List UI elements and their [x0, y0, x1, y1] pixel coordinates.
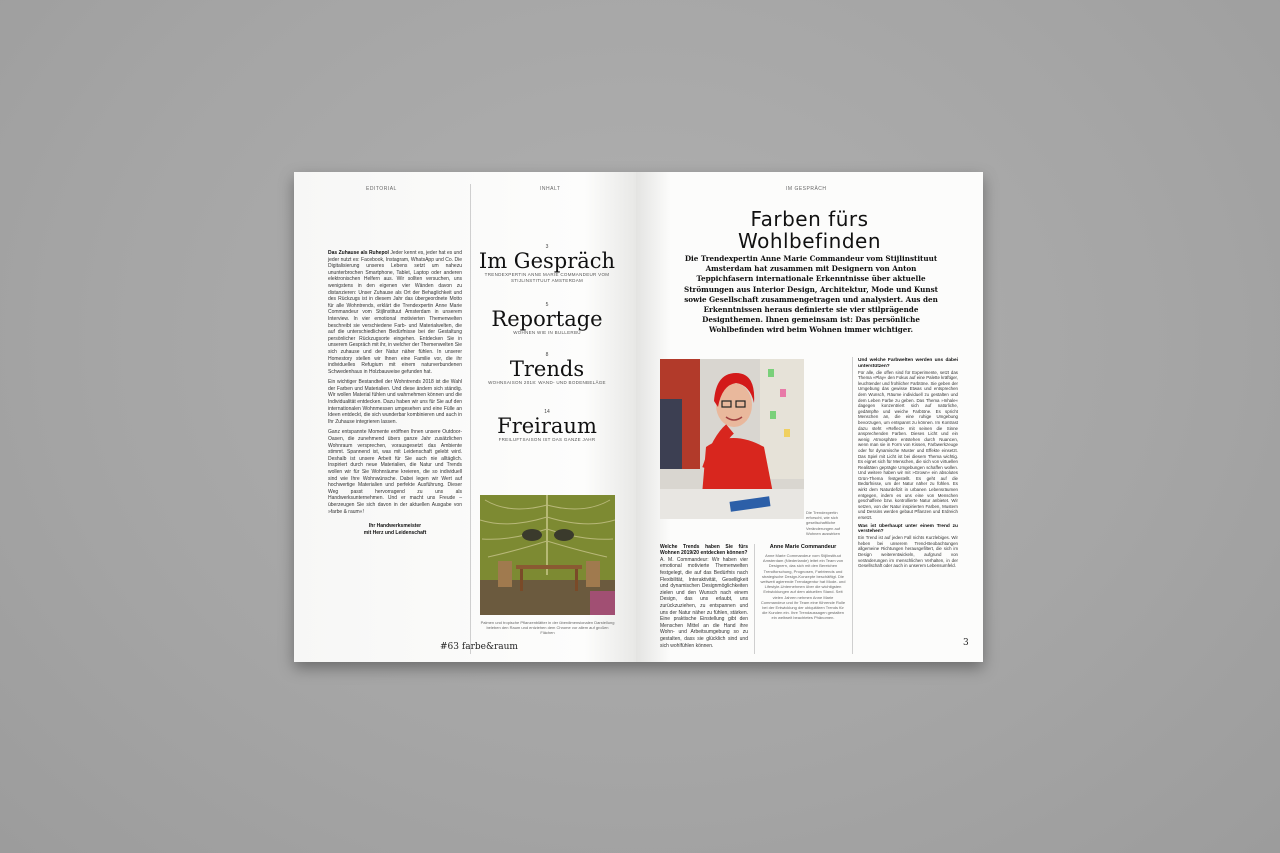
page-folio-right: 3 [963, 638, 969, 648]
bio-name: Anne Marie Commandeur [769, 544, 837, 550]
toc-page-number: 14 [544, 409, 550, 415]
magazine-masthead: farbe&raum [461, 642, 518, 652]
bio-text: Anne Marie Commandeur vom Stijlinstituut Amsterdam (Niederlande) leitet ein Team von Designern, das sich mit den Bereichen Trendforschung, Prognosen, Farbtrends und strategische Design-Konzepte beschäftigt. Die weltweit agierende Trendagentur hat Mode- und Lifestyle-Unternehmen über die wichtigsten Entwicklungen auf dem aktuellen Stand. Seit vielen Jahren nehmen Anne Marie Commandeur und ihr Team eine führende Rolle bei der Entwicklung der ubiquitären Trends für die Kunden ein. Ihre Trendaussagen gestalten ein weltweit beachtetes Phänomen. [760, 553, 846, 621]
headline-line-1: Farben fürs [750, 207, 869, 231]
toc-entry [472, 352, 622, 386]
article-headline [636, 208, 983, 252]
toc-page-number: 8 [545, 352, 549, 358]
answer-2: Für alle, die offen sind für Experimente, setzt das Thema »Play« den Fokus auf eine Palette kräftiger, leuchtender und frohlicher Farbtöne. Sie geben der Umgebung das gewisse Etwas und entsprechen dem Wunsch, Räume individuell zu gestalten und dem Leben Farbe zu geben. Das Thema »Inhale« dagegen konzentriert sich auf natürliche, gedämpfte und weiche Farbtöne. Es spricht Menschen an, die eine ruhige Umgebung bevorzugen, um entspannt zu können. Im Kontrast dazu steht »Reflect« mit seinen die Sinne ansprechenden Farben. Dieses Licht und ein wenig Atmosphäre entstehen durch Nuancen, wenn man sie in Form von Kissen, Farbwerkzeuge oder für dynamische Muster und Effekte einsetzt. Das Spiel mit Licht ist bei diesem Thema wichtig. Es eignet sich für Menschen, die sich von virtuellen Realitäten geprägte Umgebungen schaffen wollen. Und weitere haben wir mit »Grown« ein absolutes Grün-Thema festgestellt. Es geht auf die Bedürfnisse, um der Natur näher zu fühlen. Es wirkt dem Naturdefizit in urbanen Lebensräumen entgegen, indem es uns eine von Menschen geschaffene bzw. kontrollierte Natur anbietet. Wir setzen, von der Natur inspirierten Farben, Mustern und Dessins werden gebaut Pflanzen und Erdreich ersetzt. [858, 369, 958, 521]
toc-entry [472, 409, 622, 443]
interview-column-1 [660, 544, 748, 649]
editorial-paragraph-3: Ganz entspannte Momente eröffnen Ihnen unsere Outdoor-Oasen, die zunehmend übers ganze Jahr zusätzlichen Wohnraum versprechen, vorausgesetzt das Ambiente stimmt. Spannend ist, was mit Leidenschaft gelebt wird. Deshalb ist unsere Arbeit für Sie auch nie alltäglich. Inspiriert durch neue Materialien, die Natur und Trends wollen wir für Sie Wohnräume kreieren, die so individuell sind wie Ihre Wohnwünsche. Dabei legen wir Wert auf hochwertige Materialien und perfekte Ausführung. Dieser Weg passt hervorragend zu uns als Handwerksunternehmen. Und er macht uns Freude – überzeugen Sie sich davon in der aktuellen Ausgabe von »farbe & raum«! [328, 429, 462, 515]
editorial-text [328, 250, 462, 537]
magazine-spread [294, 172, 983, 662]
toc-subtitle: WOHNEN WIE IN BULLERBÜ [513, 330, 581, 335]
interview-column-3 [858, 358, 958, 569]
issue-number: #63 [440, 642, 459, 652]
toc-page-number: 3 [545, 244, 549, 250]
interior-photo [480, 495, 615, 615]
signature-line-2: mit Herz und Leidenschaft [363, 530, 427, 537]
question-1: Welche Trends haben Sie fürs Wohnen 2019/20 entdecken können? [660, 544, 748, 557]
column-divider [470, 184, 471, 654]
toc-title: Im Gespräch [478, 249, 616, 273]
running-head-editorial: EDITORIAL [366, 186, 397, 192]
toc-subtitle: TRENDEXPERTIN ANNE MARIE COMMANDEUR VOM STIJLINSTITUUT AMSTERDAM [484, 272, 610, 283]
toc-entry [472, 302, 622, 336]
toc-subtitle: FREILUFTSAISON IST DAS GANZE JAHR [498, 437, 596, 442]
answer-3: Ein Trend ist auf jeden Fall nichts Kurzlebiges. Wir heben bei unserem Trend-Beobachtungen allgemeine Richtungen herausgefiltert, die sich im Design weiterentwickeln, aufgrund von veränderungen im menschlichen Verhalten, in der Gesellschaft oder auch in unserem Lebensumfeld. [858, 535, 958, 569]
bio-box [760, 544, 846, 621]
toc-title: Reportage [491, 307, 603, 331]
portrait-photo [660, 359, 804, 519]
editorial-paragraph-1: Jeder kennt es, jeder hat es und jeder nutzt es: Facebook, Instagram, WhatsApp und Co. Die Digitalisierung unseres Lebens setzt um nahezu ununterbrochen Smartphone, Tablet, Laptop oder anderen elektronischen Helfern aus. Wir sollten versuchen, uns wenigstens in den eigenen vier Wänden davon zu distanzieren: Unser Zuhause als Ort der Behaglichkeit und des Rückzugs ist in diesem Jahr das übergeordnete Motto für alle Wohntrends, erklärt die Trendexpertin Anne Marie Commandeur vom Stijlinstituut Amsterdam in unserem Interview. In vier emotional motivierten Themenwelten beschreibt sie verschiedene Farb- und Materialwelten, die auf die unterschiedlichen Bedürfnisse bei der Gestaltung persönlicher Rückzugsorte eingehen. Entdecken Sie in unserem Gespräch mit ihr, in welcher der Themenwelten Sie sich zuhause und der Natur näher fühlen. In unserer Homestory stellen wir Ihnen eine Familie vor, die ihr individuelles Refugium mit einem naturverbundenen Schwedenhaus in Holzbauweise gefunden hat. [328, 250, 462, 375]
toc-subtitle: WOHNSAISON 2018: WAND- UND BODENBELÄGE [488, 380, 606, 385]
answer-1: A. M. Commandeur: Wir haben vier emotional motivierte Themenwelten festgelegt, die auf das Bedürfnis nach Flexibilität, Interaktivität, Geselligkeit und dynamischen Designmöglichkeiten zielen und den Wunsch nach einem Design, das uns erlaubt, uns zurückzuziehen, zu entspannen und uns der Natur näher zu fühlen, stärken. Eine praktische Einstellung gibt den Menschen Mittel an die Hand ihre Wohn- und Arbeitsumgebung so zu gestalten, dass sie glücklich sind und sich wohlfühlen können. [660, 556, 748, 649]
portrait-caption: Die Trendexpertin erforscht, wie sich gesellschaftliche Veränderungen auf Wohnen auswirken [806, 510, 841, 536]
photo-caption: Palmen und tropische Pflanzenblätter in der überdimensionalen Darstellung beleben den Raum und entziehen dem Chrome vor allem auf großen Flächen [480, 620, 615, 636]
left-page [294, 172, 636, 662]
question-3: Was ist überhaupt unter einem Trend zu verstehen? [858, 523, 958, 535]
article-lead: Die Trendexpertin Anne Marie Commandeur vom Stijlinstituut Amsterdam hat zusammen mit Designern von Anton Teppichfasern internationale Erkenntnisse über aktuelle Strömungen aus Interior Design, Architektur, Mode und Kunst sowie Gesellschaft zusammengetragen und analysiert. Aus den Erkenntnissen heraus definierte sie vier stilprägende Designthemen. Ihnen gemeinsam ist: Das persönliche Wohlbefinden wird beim Wohnen immer wichtiger. [684, 254, 938, 335]
right-page [636, 172, 983, 662]
column-divider [754, 544, 755, 654]
toc-entry [472, 244, 622, 284]
page-folio-left [440, 642, 518, 652]
headline-line-2: Wohlbefinden [737, 229, 882, 253]
toc-title: Freiraum [497, 414, 597, 438]
signature-line-1: Ihr Handwerksmeister [368, 523, 422, 530]
running-head-contents: INHALT [540, 186, 561, 192]
editorial-paragraph-2: Ein wichtiger Bestandteil der Wohntrends 2018 ist die Wahl der Farben und Materialien. Und diese ändern sich ständig. Wir wollen Material fühlen und wahrnehmen können und die Individualität entdecken. Dazu haben wir uns für Sie auf den internationalen Wohnmessen umgesehen und eine Fülle an Ideen entdeckt, die sich wunderbar kombinieren und auch in Ihr Zuhause integrieren lassen. [328, 379, 462, 425]
toc-page-number: 5 [545, 302, 549, 308]
column-divider [852, 357, 853, 654]
palm-leaf-wall-illustration [480, 495, 615, 615]
editorial-intro-heading: Das Zuhause als Ruhepol [328, 250, 389, 256]
question-2: Und welche Farbwelten werden uns dabei unterstützen? [858, 358, 958, 369]
toc-title: Trends [509, 357, 585, 381]
woman-portrait-illustration [660, 359, 804, 519]
running-head-interview: IM GESPRÄCH [786, 186, 827, 192]
